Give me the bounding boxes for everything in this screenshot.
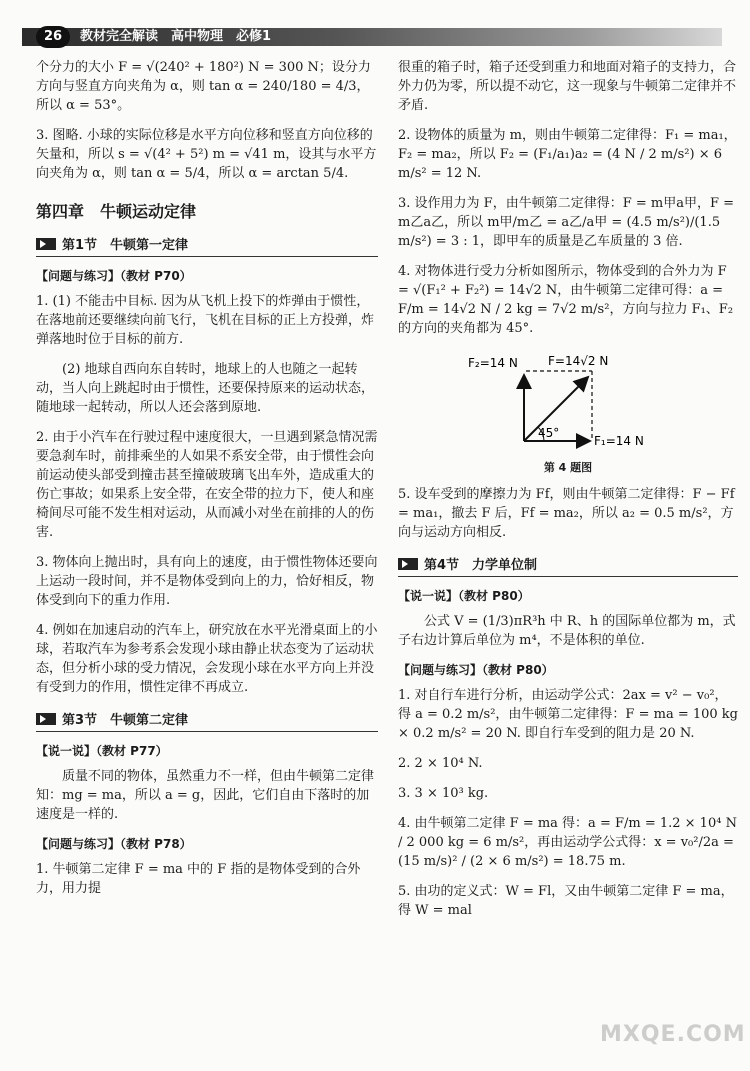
section-heading [36,234,378,257]
answer-paragraph: 公式 V = (1/3)πR³h 中 R、h 的国际单位都为 m，式子右边计算后单位为 m⁴，不是体积的单位. [398,614,736,648]
page-header [0,0,750,52]
answer-paragraph: 1. (1) 不能击中目标. 因为从飞机上投下的炸弹由于惯性，在落地前还要继续向前飞行，飞机在目标的正上方投弹，炸弹落地时位于目标的前方. [36,294,375,347]
section-heading [36,709,378,732]
answer-paragraph: 2. 2 × 10⁴ N. [398,756,483,771]
right-column [398,58,738,931]
subsection-tag: 【问题与练习】（教材 P70） [36,269,192,283]
label-f2: F₂=14 N [468,356,518,370]
section-title: 第4节 力学单位制 [424,558,538,573]
figure-caption: 第 4 题图 [543,461,593,474]
page-number: 26 [36,26,70,48]
subsection-tag: 【说一说】（教材 P80） [398,589,530,603]
section-heading [398,554,738,577]
answer-paragraph: 3. 3 × 10³ kg. [398,786,489,801]
answer-paragraph: 个分力的大小 F = √(240² + 180²) N = 300 N；设分力方向与竖直方向夹角为 α，则 tan α = 240/180 = 4/3，所以 α = 53°。 [36,60,371,113]
answer-paragraph: 2. 由于小汽车在行驶过程中速度很大，一旦遇到紧急情况需要急刹车时，前排乘坐的人如果不系安全带，由于惯性会向前运动使头部受到撞击甚至撞破玻璃飞出车外，造成重大的伤亡事故；如果系上安全带，在安全带的拉力下，使人和座椅间尽可能不发生相对运动，从而减小对坐在前排的人的伤害. [36,430,378,540]
left-column [36,58,378,909]
chapter-heading: 第四章 牛顿运动定律 [36,202,197,221]
answer-paragraph: 3. 设作用力为 F，由牛顿第二定律得：F = m甲a甲，F = m乙a乙，所以 m甲/m乙 = a乙/a甲 = (4.5 m/s²)/(1.5 m/s²) = 3 : 1，即甲车的质量是乙车质量的 3 倍. [398,196,734,249]
answer-paragraph: 5. 设车受到的摩擦力为 Ff，则由牛顿第二定律得：F − Ff = ma₁，撤去 F 后，Ff = ma₂，所以 a₂ = 0.5 m/s²，方向与运动方向相反. [398,487,735,540]
answer-paragraph: 4. 例如在加速启动的汽车上，研究放在水平光滑桌面上的小球，若取汽车为参考系会发现小球由静止状态变为了运动状态，但分析小球的受力情况，会发现小球在水平方向上并没有受到力的作用，惯性定律不再成立. [36,623,378,695]
answer-paragraph: 2. 设物体的质量为 m，则由牛顿第二定律得：F₁ = ma₁，F₂ = ma₂，所以 F₂ = (F₁/a₁)a₂ = (4 N / 2 m/s²) × 6 m/s² = 12 N. [398,128,737,181]
answer-paragraph: (2) 地球自西向东自转时，地球上的人也随之一起转动，当人向上跳起时由于惯性，还要保持原来的运动状态，随地球一起转动，所以人还会落到原地. [36,362,375,415]
section-marker-icon [36,238,56,250]
label-angle: 45° [538,426,560,440]
answer-paragraph: 3. 图略. 小球的实际位移是水平方向位移和竖直方向位移的矢量和，所以 s = √(4² + 5²) m = √41 m，设其与水平方向夹角为 α，则 tan α = 5/4，所以 α = arctan 5/4. [36,128,377,181]
answer-paragraph: 1. 对自行车进行分析，由运动学公式：2ax = v² − v₀²，得 a = 0.2 m/s²，由牛顿第二定律得：F = ma = 100 kg × 0.2 m/s² = 20 N. 即自行车受到的阻力是 20 N. [398,688,738,741]
section-title: 第3节 牛顿第二定律 [62,713,189,728]
subsection-tag: 【说一说】（教材 P77） [36,744,168,758]
book-title: 教材完全解读 高中物理 必修1 [80,29,272,44]
force-diagram [398,349,738,477]
section-marker-icon [36,713,56,725]
answer-paragraph: 质量不同的物体，虽然重力不一样，但由牛顿第二定律知：mg = ma，所以 a = g，因此，它们自由下落时的加速度是一样的. [36,769,375,822]
section-marker-icon [398,558,418,570]
label-f: F=14√2 N [548,354,609,368]
answer-paragraph: 3. 物体向上抛出时，具有向上的速度，由于惯性物体还要向上运动一段时间，并不是物体受到向上的力，恰好相反，物体受到向下的重力作用. [36,555,378,608]
subsection-tag: 【问题与练习】（教材 P78） [36,837,192,851]
section-title: 第1节 牛顿第一定律 [62,238,189,253]
answer-paragraph: 4. 由牛顿第二定律 F = ma 得：a = F/m = 1.2 × 10⁴ N / 2 000 kg = 6 m/s²，再由运动学公式得：x = v₀²/2a = (15 m/s)² / (2 × 6 m/s²) = 18.75 m. [398,816,737,869]
answer-paragraph: 4. 对物体进行受力分析如图所示，物体受到的合外力为 F = √(F₁² + F₂²) = 14√2 N，由牛顿第二定律可得：a = F/m = 14√2 N / 2 kg = 7√2 m/s²，方向与拉力 F₁、F₂ 的方向的夹角都为 45°. [398,264,734,336]
site-watermark: MXQE.COM [600,1022,746,1047]
answer-paragraph: 很重的箱子时，箱子还受到重力和地面对箱子的支持力，合外力仍为零，所以提不动它，这一现象与牛顿第二定律并不矛盾. [398,60,737,113]
answer-paragraph: 5. 由功的定义式：W = Fl，又由牛顿第二定律 F = ma，得 W = mal [398,884,734,918]
answer-paragraph: 1. 牛顿第二定律 F = ma 中的 F 指的是物体受到的合外力，用力提 [36,862,361,896]
subsection-tag: 【问题与练习】（教材 P80） [398,663,554,677]
force-diagram-svg [398,349,738,457]
label-f1: F₁=14 N [594,434,644,448]
